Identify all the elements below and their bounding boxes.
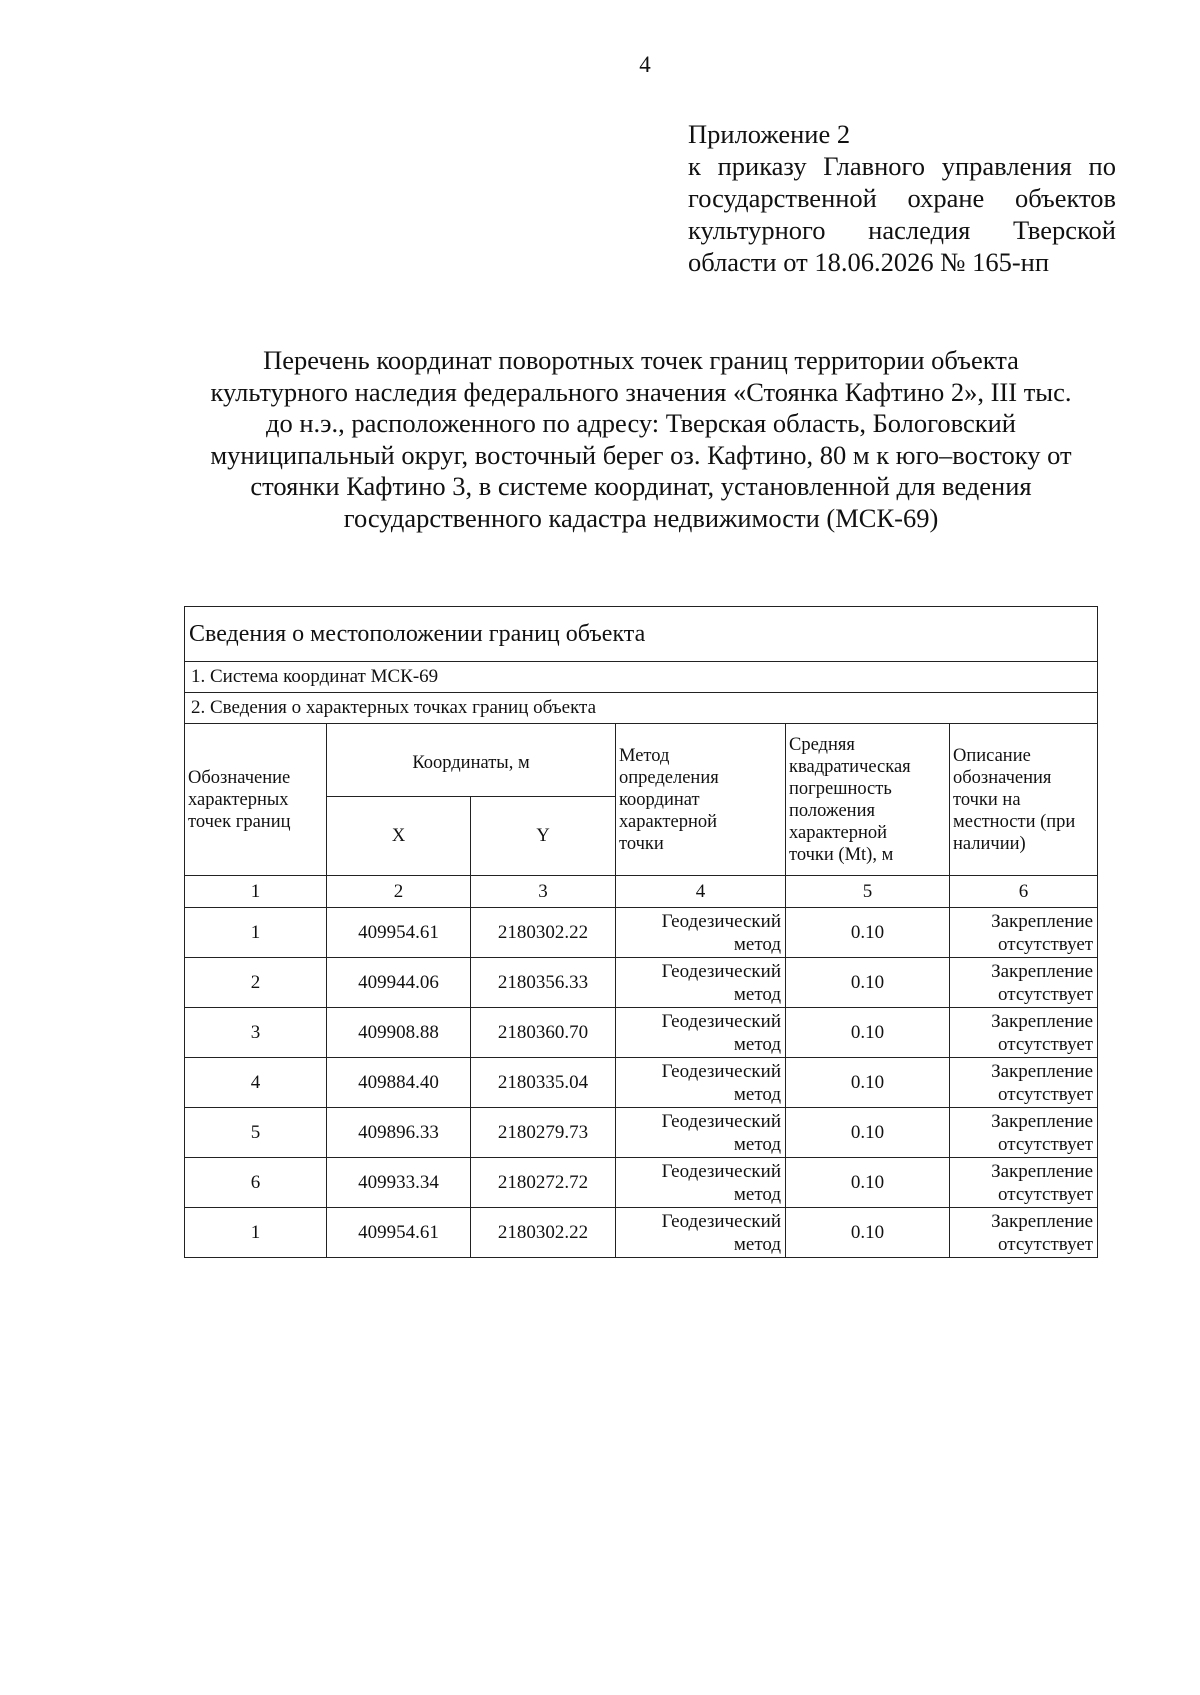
description-cell: Закрепление отсутствует xyxy=(950,1158,1098,1208)
coord-x: 409933.34 xyxy=(327,1158,471,1208)
description-cell: Закрепление отсутствует xyxy=(950,908,1098,958)
table-row xyxy=(185,1158,1098,1208)
method-cell: Геодезический метод xyxy=(616,1208,786,1258)
coord-x: 409954.61 xyxy=(327,908,471,958)
title-line: Перечень координат поворотных точек границ территории объекта xyxy=(263,345,1019,375)
header-description: Описание обозначения точки на местности (при наличии) xyxy=(950,724,1098,876)
coord-y: 2180360.70 xyxy=(471,1008,616,1058)
column-number: 6 xyxy=(950,876,1098,908)
title-line: культурного наследия федерального значения «Стоянка Кафтино 2», III тыс. xyxy=(210,376,1072,407)
method-cell: Геодезический метод xyxy=(616,1108,786,1158)
table-row xyxy=(185,1008,1098,1058)
coord-x: 409908.88 xyxy=(327,1008,471,1058)
table-row xyxy=(185,908,1098,958)
appendix-line: области от 18.06.2026 № 165-нп xyxy=(688,247,1050,277)
error-value: 0.10 xyxy=(786,908,950,958)
description-cell: Закрепление отсутствует xyxy=(950,1108,1098,1158)
point-number: 1 xyxy=(185,1208,327,1258)
points-caption-row: 2. Сведения о характерных точках границ объекта xyxy=(185,693,1098,724)
coord-y: 2180302.22 xyxy=(471,908,616,958)
title-line: муниципальный округ, восточный берег оз. Кафтино, 80 м к юго–востоку от xyxy=(210,439,1072,470)
coord-x: 409884.40 xyxy=(327,1058,471,1108)
title-line: стоянки Кафтино 3, в системе координат, установленной для ведения xyxy=(250,471,1032,501)
header-coordinates: Координаты, м xyxy=(327,724,616,797)
description-cell: Закрепление отсутствует xyxy=(950,1008,1098,1058)
appendix-line: Приложение 2 xyxy=(688,119,851,149)
point-number: 2 xyxy=(185,958,327,1008)
document-title xyxy=(178,345,1104,534)
appendix-line: культурного наследия Тверской xyxy=(688,215,1116,245)
table-row xyxy=(185,1208,1098,1258)
error-value: 0.10 xyxy=(786,1208,950,1258)
method-cell: Геодезический метод xyxy=(616,1008,786,1058)
header-error: Средняя квадратическая погрешность положения характерной точки (Mt), м xyxy=(786,724,950,876)
point-number: 4 xyxy=(185,1058,327,1108)
coord-x: 409944.06 xyxy=(327,958,471,1008)
point-number: 3 xyxy=(185,1008,327,1058)
error-value: 0.10 xyxy=(786,1058,950,1108)
header-designation: Обозначение характерных точек границ xyxy=(185,724,327,876)
table-row xyxy=(185,1108,1098,1158)
coord-x: 409954.61 xyxy=(327,1208,471,1258)
appendix-line: государственной охране объектов xyxy=(688,183,1116,213)
column-number: 1 xyxy=(185,876,327,908)
column-number: 3 xyxy=(471,876,616,908)
error-value: 0.10 xyxy=(786,1008,950,1058)
coord-y: 2180335.04 xyxy=(471,1058,616,1108)
method-cell: Геодезический метод xyxy=(616,958,786,1008)
description-cell: Закрепление отсутствует xyxy=(950,1058,1098,1108)
point-number: 6 xyxy=(185,1158,327,1208)
coord-y: 2180302.22 xyxy=(471,1208,616,1258)
method-cell: Геодезический метод xyxy=(616,1158,786,1208)
point-number: 5 xyxy=(185,1108,327,1158)
page-number: 4 xyxy=(639,52,651,77)
description-cell: Закрепление отсутствует xyxy=(950,1208,1098,1258)
header-method: Метод определения координат характерной точки xyxy=(616,724,786,876)
method-cell: Геодезический метод xyxy=(616,1058,786,1108)
title-line: государственного кадастра недвижимости (МСК-69) xyxy=(343,502,939,533)
description-cell: Закрепление отсутствует xyxy=(950,958,1098,1008)
coord-y: 2180279.73 xyxy=(471,1108,616,1158)
column-number: 2 xyxy=(327,876,471,908)
coord-y: 2180356.33 xyxy=(471,958,616,1008)
table-row xyxy=(185,958,1098,1008)
header-x: X xyxy=(327,797,471,876)
coord-x: 409896.33 xyxy=(327,1108,471,1158)
error-value: 0.10 xyxy=(786,958,950,1008)
point-number: 1 xyxy=(185,908,327,958)
column-number: 5 xyxy=(786,876,950,908)
header-y: Y xyxy=(471,797,616,876)
column-number: 4 xyxy=(616,876,786,908)
error-value: 0.10 xyxy=(786,1158,950,1208)
title-line: до н.э., расположенного по адресу: Тверская область, Бологовский xyxy=(266,408,1016,438)
coord-y: 2180272.72 xyxy=(471,1158,616,1208)
appendix-line: к приказу Главного управления по xyxy=(688,151,1116,181)
table-row xyxy=(185,1058,1098,1108)
appendix-block xyxy=(688,118,1116,278)
error-value: 0.10 xyxy=(786,1108,950,1158)
boundary-points-table xyxy=(184,606,1098,1258)
section-title: Сведения о местоположении границ объекта xyxy=(185,607,1098,662)
method-cell: Геодезический метод xyxy=(616,908,786,958)
coord-system-row: 1. Система координат МСК-69 xyxy=(185,662,1098,693)
